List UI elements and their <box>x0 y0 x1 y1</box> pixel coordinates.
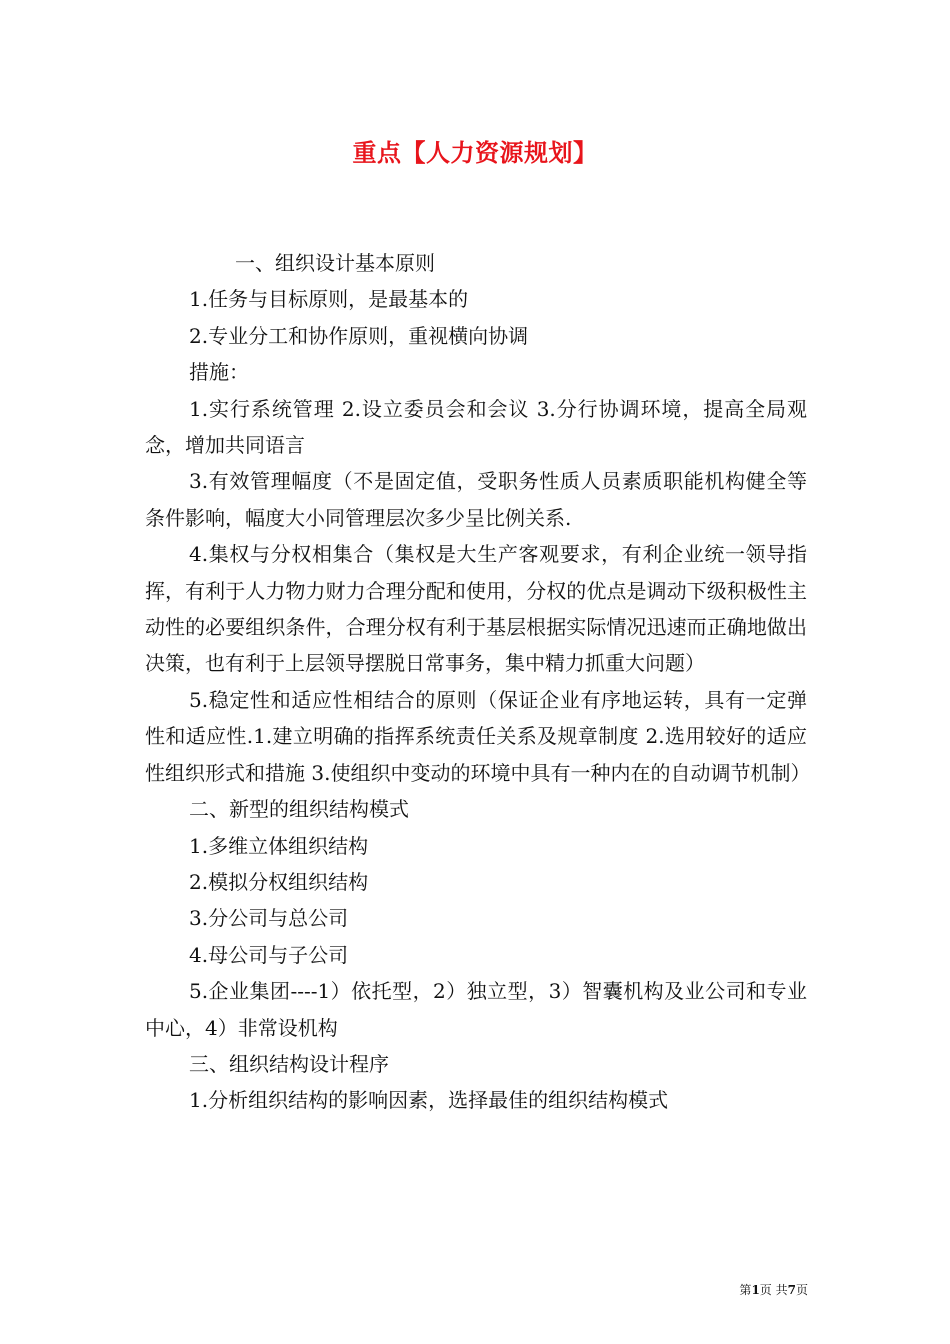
paragraph: 措施： <box>189 360 249 385</box>
footer-suffix: 页 <box>795 1283 808 1297</box>
footer-total-pages: 7 <box>787 1283 796 1297</box>
section-heading-3: 三、组织结构设计程序 <box>189 1051 389 1076</box>
paragraph: 1.多维立体组织结构 <box>189 833 369 858</box>
paragraph: 3.有效管理幅度（不是固定值，受职务性质人员素质职能机构健全等条件影响，幅度大小同管理层次多少呈比例关系. <box>145 469 807 530</box>
paragraph: 2.专业分工和协作原则，重视横向协调 <box>189 323 529 348</box>
paragraph: 4.集权与分权相集合（集权是大生产客观要求，有利企业统一领导指挥，有利于人力物力财力合理分配和使用，分权的优点是调动下级积极性主动性的必要组织条件，合理分权有利于基层根据实际情况迅速而正确地做出决策，也有利于上层领导摆脱日常事务，集中精力抓重大问题） <box>145 542 807 676</box>
page-footer <box>739 1281 808 1298</box>
footer-current-page: 1 <box>751 1283 760 1297</box>
paragraph: 3.分公司与总公司 <box>189 906 349 931</box>
document-title: 重点【人力资源规划】 <box>352 138 598 167</box>
paragraph: 5.企业集团----1）依托型，2）独立型，3）智囊机构及业公司和专业中心，4）非常设机构 <box>145 979 807 1040</box>
paragraph: 1.分析组织结构的影响因素，选择最佳的组织结构模式 <box>189 1088 669 1113</box>
section-heading-2: 二、新型的组织结构模式 <box>189 797 409 822</box>
paragraph: 1.任务与目标原则，是最基本的 <box>189 287 469 312</box>
paragraph: 2.模拟分权组织结构 <box>189 869 369 894</box>
paragraph: 5.稳定性和适应性相结合的原则（保证企业有序地运转，具有一定弹性和适应性.1.建立明确的指挥系统责任关系及规章制度 2.选用较好的适应性组织形式和措施 3.使组织中变动的环境中具有一种内在的自动调节机制） <box>145 687 811 785</box>
footer-middle: 页 共 <box>759 1283 788 1297</box>
document-body <box>145 245 811 1119</box>
paragraph: 4.母公司与子公司 <box>189 942 349 967</box>
footer-prefix: 第 <box>739 1283 752 1297</box>
paragraph: 1.实行系统管理 2.设立委员会和会议 3.分行协调环境，提高全局观念，增加共同语言 <box>145 396 807 458</box>
section-heading-1: 一、组织设计基本原则 <box>235 251 435 275</box>
